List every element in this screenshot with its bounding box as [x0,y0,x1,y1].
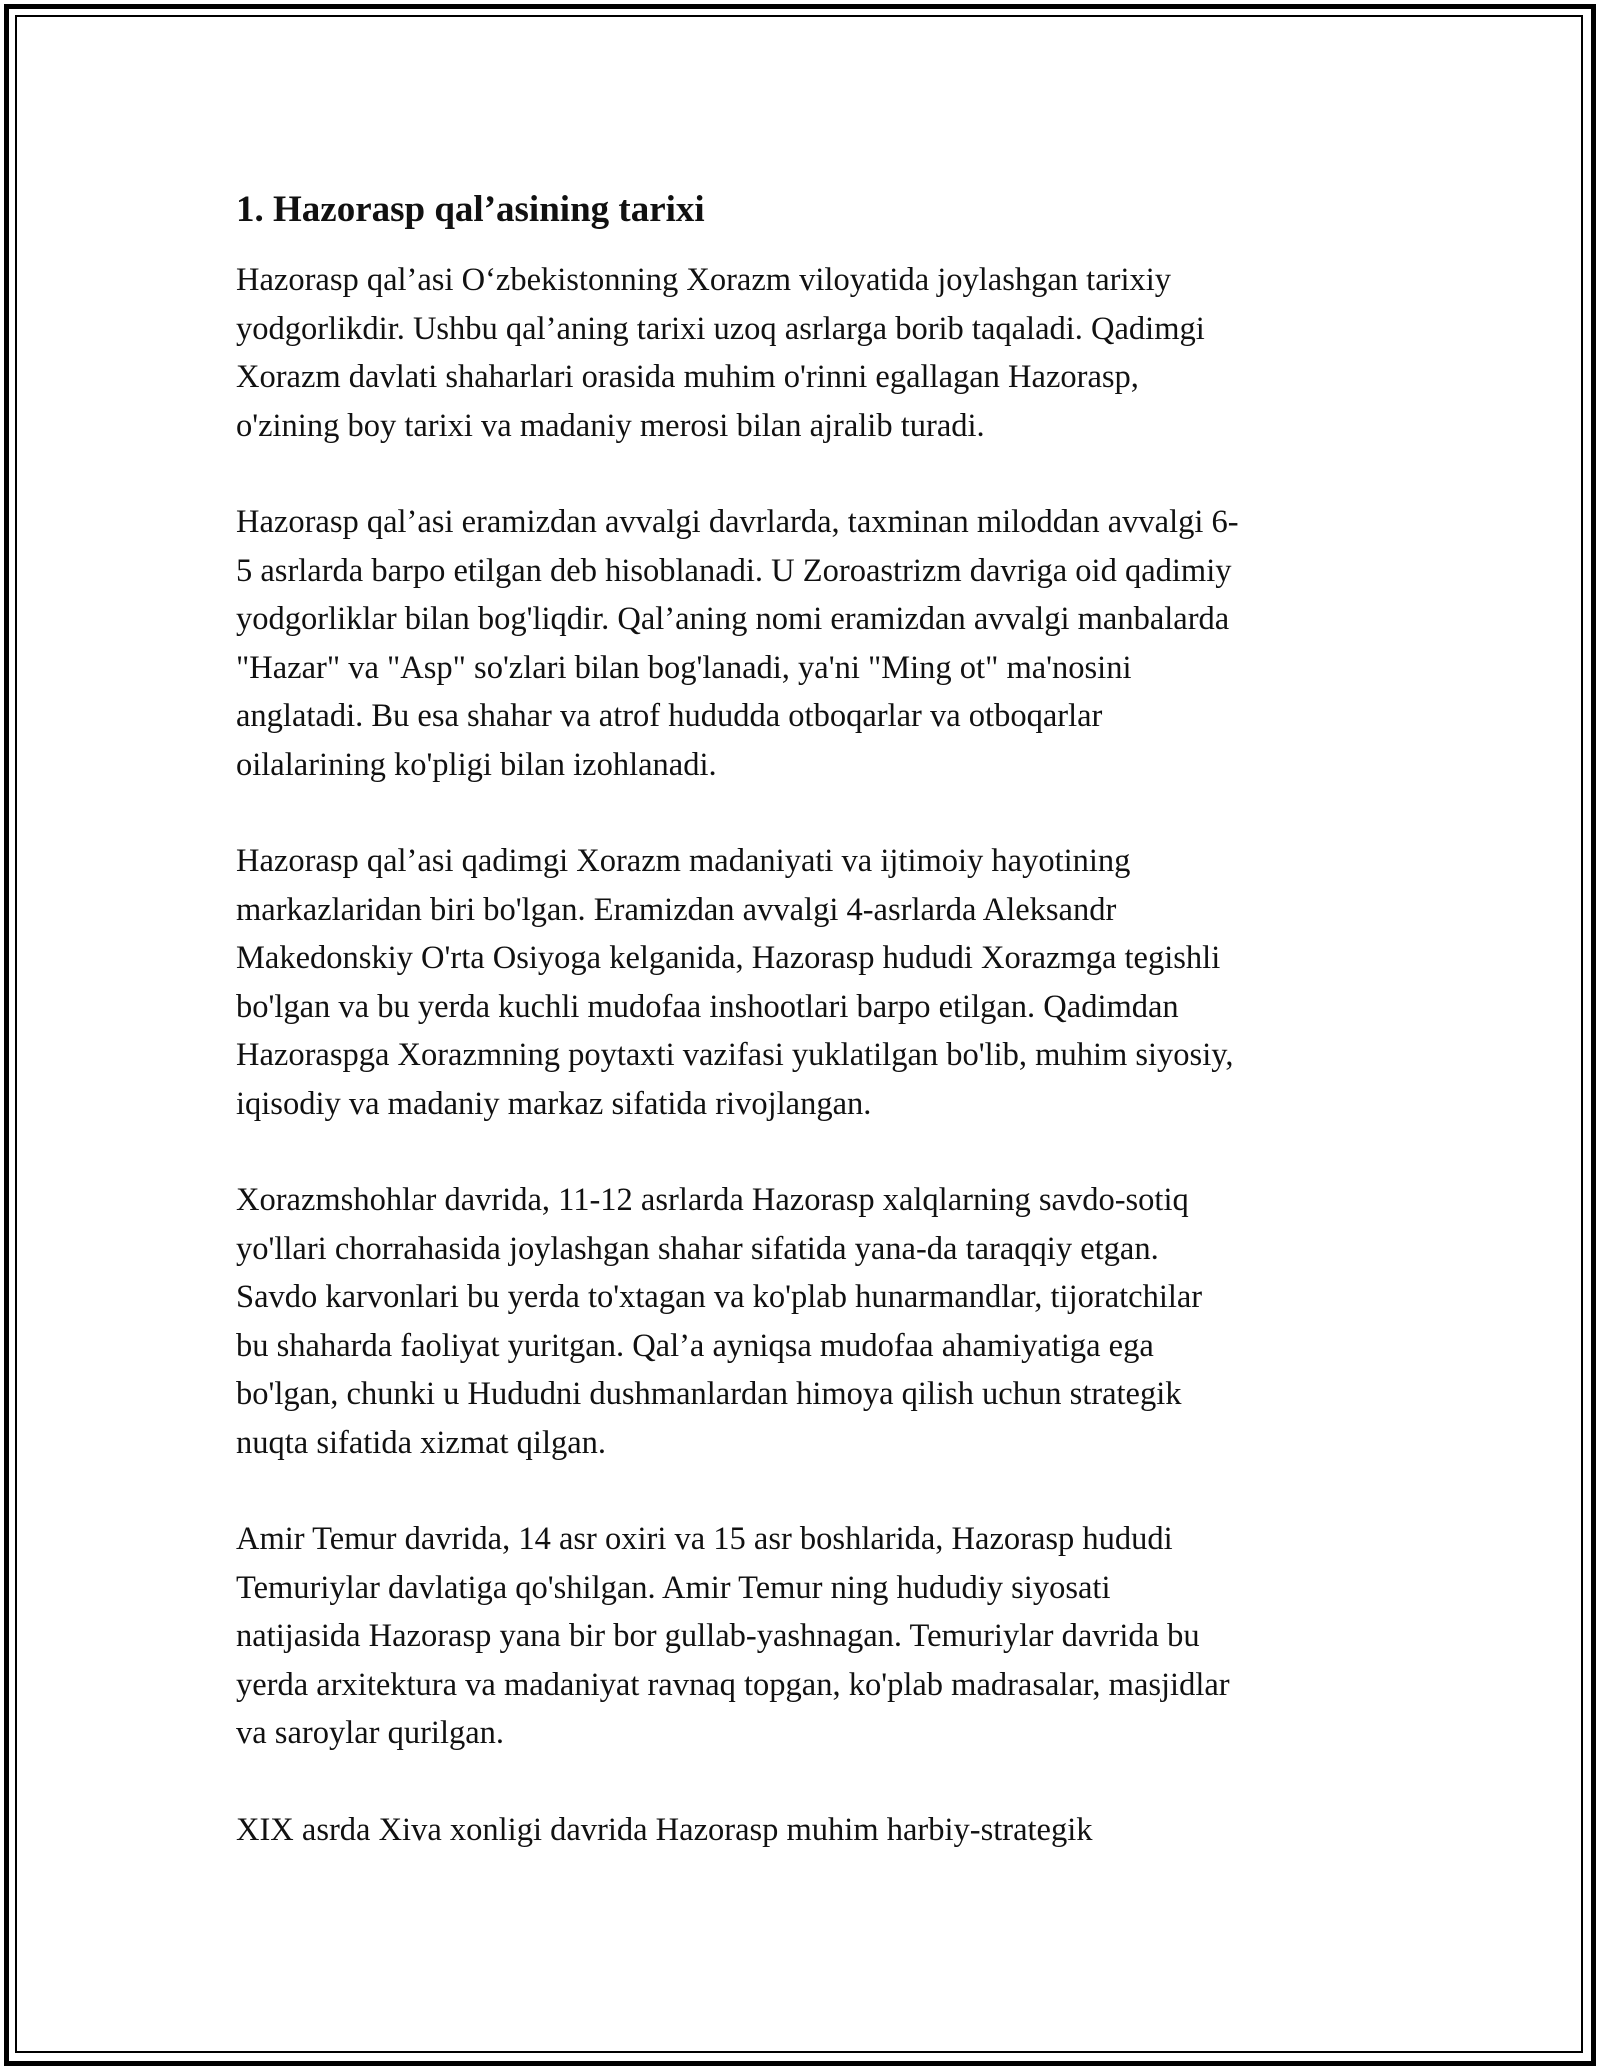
paragraph-line: bo'lgan va bu yerda kuchli mudofaa inshootlari barpo etilgan. Qadimdan [236,988,1179,1025]
paragraph-line: bo'lgan, chunki u Hududni dushmanlardan himoya qilish uchun strategik [236,1376,1182,1412]
paragraph-line: Amir Temur davrida, 14 asr oxiri va 15 asr boshlarida, Hazorasp hududi [236,1521,1173,1557]
paragraph-line: va saroylar qurilgan. [236,1715,505,1751]
paragraph-line: Temuriylar davlatiga qo'shilgan. Amir Temur ning hududiy siyosati [236,1569,1111,1606]
section-heading: 1. Hazorasp qal’asining tarixi [236,189,705,230]
paragraph-line: Makedonskiy O'rta Osiyoga kelganida, Hazorasp hududi Xorazmga tegishli [236,940,1221,976]
paragraph-3 [236,837,1396,1128]
paragraph-line: o'zining boy tarixi va madaniy merosi bilan ajralib turadi. [236,407,985,444]
paragraph-4 [236,1176,1396,1467]
paragraph-line: iqisodiy va madaniy markaz sifatida rivojlangan. [236,1085,872,1122]
document-body [236,186,1396,1902]
paragraph-line: nuqta sifatida xizmat qilgan. [236,1424,607,1461]
paragraph-line: Hazoraspga Xorazmning poytaxti vazifasi yuklatilgan bo'lib, muhim siyosiy, [236,1037,1234,1073]
paragraph-line: 5 asrlarda barpo etilgan deb hisoblanadi. U Zoroastrizm davriga oid qadimiy [236,552,1232,589]
paragraph-line: Xorazm davlati shaharlari orasida muhim o'rinni egallagan Hazorasp, [236,359,1139,395]
paragraph-line: Xorazmshohlar davrida, 11-12 asrlarda Hazorasp xalqlarning savdo-sotiq [236,1182,1189,1218]
paragraph-line: "Hazar" va "Asp" so'zlari bilan bog'lanadi, ya'ni "Ming ot" ma'nosini [236,649,1132,686]
paragraph-line: yo'llari chorrahasida joylashgan shahar sifatida yana-da taraqqiy etgan. [236,1230,1159,1267]
paragraph-line: Hazorasp qal’asi O‘zbekistonning Xorazm viloyatida joylashgan tarixiy [236,262,1172,298]
paragraph-line: markazlaridan biri bo'lgan. Eramizdan avvalgi 4-asrlarda Aleksandr [236,891,1117,928]
paragraph-line: yodgorliklar bilan bog'liqdir. Qal’aning nomi eramizdan avvalgi manbalarda [236,601,1230,637]
paragraph-line: Savdo karvonlari bu yerda to'xtagan va ko'plab hunarmandlar, tijoratchilar [236,1279,1203,1315]
paragraph-line: Hazorasp qal’asi qadimgi Xorazm madaniyati va ijtimoiy hayotining [236,843,1131,879]
paragraph-5 [236,1515,1396,1758]
paragraph-line: yodgorlikdir. Ushbu qal’aning tarixi uzoq asrlarga borib taqaladi. Qadimgi [236,310,1205,347]
paragraph-line: XIX asrda Xiva xonligi davrida Hazorasp muhim harbiy-strategik [236,1811,1093,1848]
paragraph-line: natijasida Hazorasp yana bir bor gullab-yashnagan. Temuriylar davrida bu [236,1618,1200,1654]
paragraph-2 [236,498,1396,789]
paragraph-6 [236,1806,1396,1855]
paragraph-line: Hazorasp qal’asi eramizdan avvalgi davrlarda, taxminan miloddan avvalgi 6- [236,504,1239,540]
paragraph-1 [236,256,1396,450]
paragraph-line: anglatadi. Bu esa shahar va atrof hududda otboqarlar va otboqarlar [236,698,1103,734]
paragraph-line: bu shaharda faoliyat yuritgan. Qal’a ayniqsa mudofaa ahamiyatiga ega [236,1327,1154,1364]
paragraph-line: yerda arxitektura va madaniyat ravnaq topgan, ko'plab madrasalar, masjidlar [236,1666,1230,1703]
paragraph-line: oilalarining ko'pligi bilan izohlanadi. [236,746,717,783]
